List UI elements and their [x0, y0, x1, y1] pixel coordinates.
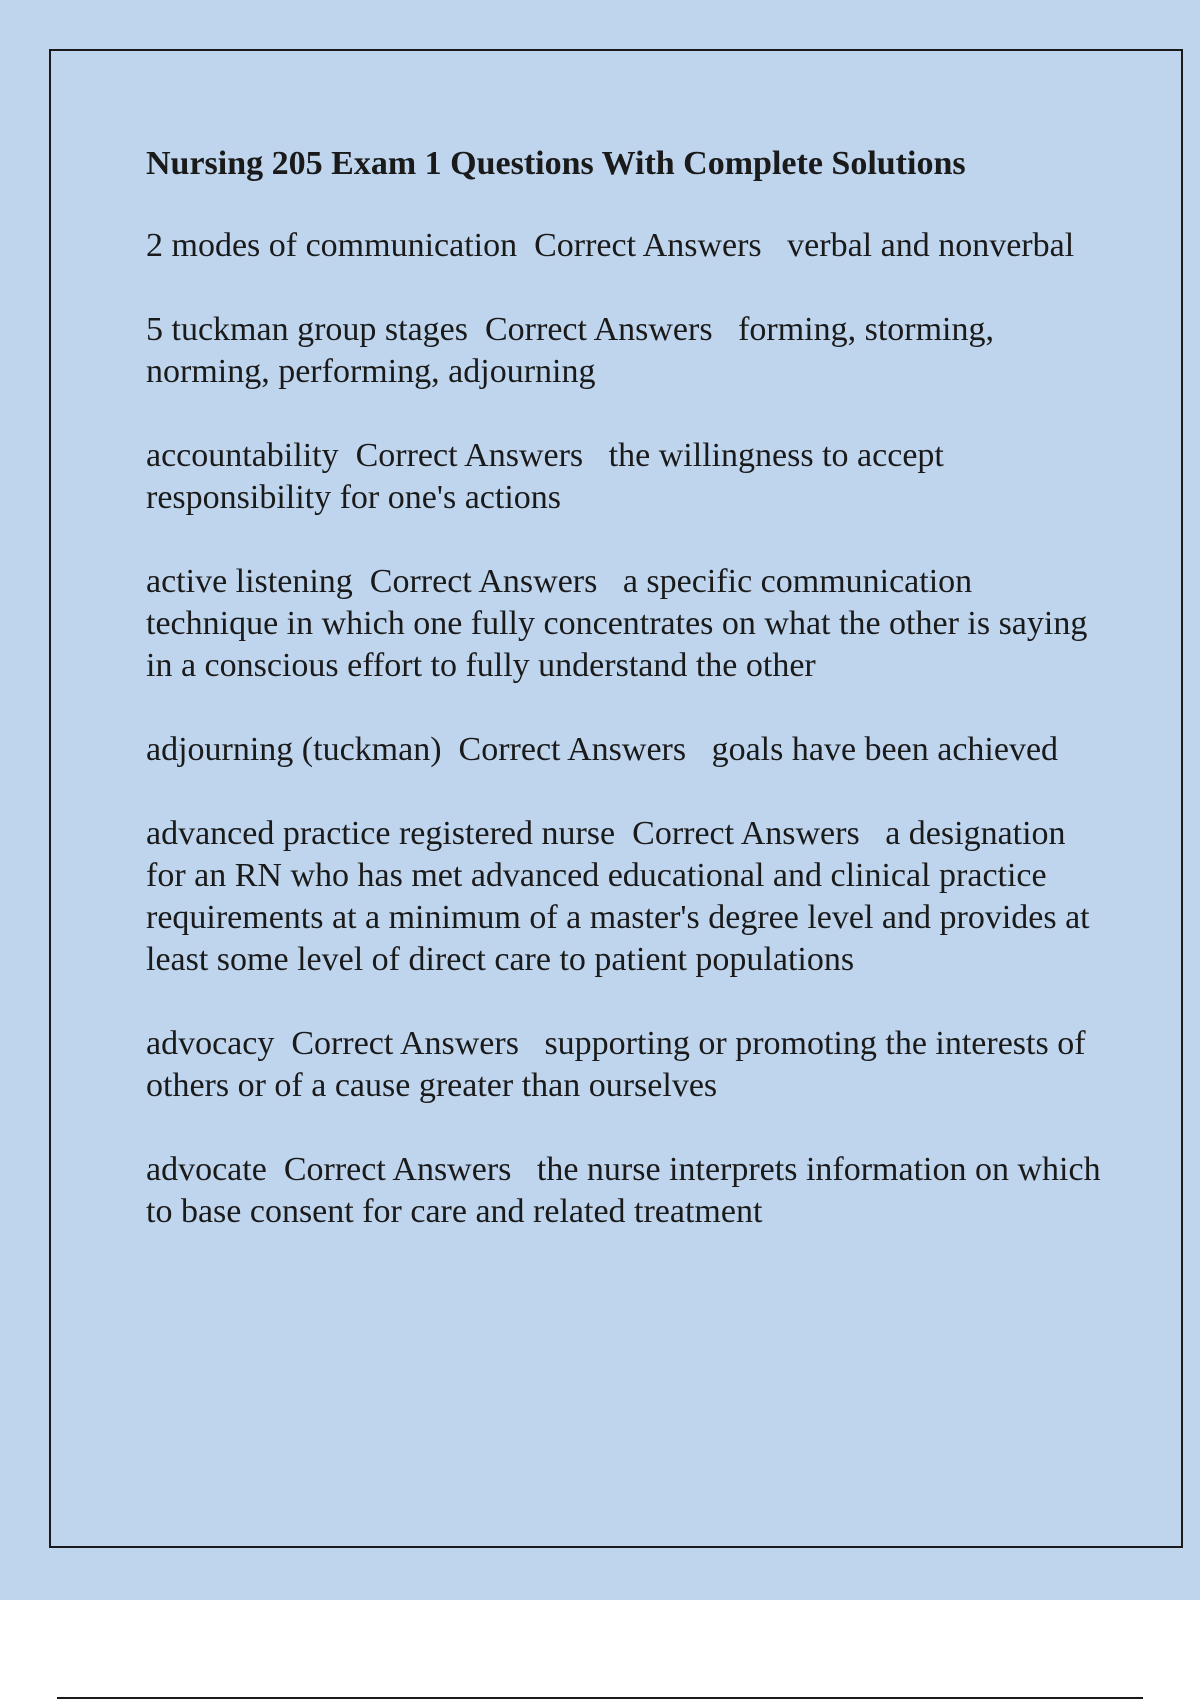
entry-term: advocacy — [146, 1025, 275, 1062]
entry-answer: verbal and nonverbal — [787, 227, 1075, 264]
entry-answer: the willingness to accept responsibility for one's actions — [146, 437, 944, 516]
qa-entry — [146, 309, 1106, 393]
entry-term: accountability — [146, 437, 339, 474]
entry-answer-label: Correct Answers — [632, 815, 860, 852]
document-content — [146, 143, 1106, 1275]
qa-entry — [146, 1149, 1106, 1233]
document-title: Nursing 205 Exam 1 Questions With Complete Solutions — [146, 145, 966, 182]
entry-answer-label: Correct Answers — [355, 437, 584, 474]
entry-answer-label: Correct Answers — [369, 563, 598, 600]
entry-answer: the nurse interprets information on which to base consent for care and related treatment — [146, 1151, 1101, 1230]
qa-entry — [146, 1023, 1106, 1107]
entry-answer-label: Correct Answers — [291, 1025, 519, 1062]
entry-answer: a specific communication technique in which one fully concentrates on what the other is saying in a conscious effort to fully understand the other — [146, 563, 1088, 684]
entry-term: adjourning (tuckman) — [146, 731, 442, 768]
entry-answer: supporting or promoting the interests of others or of a cause greater than ourselves — [146, 1025, 1086, 1104]
entry-answer: goals have been achieved — [711, 731, 1059, 768]
entry-answer: forming, storming, norming, performing, adjourning — [146, 311, 994, 390]
entry-term: 5 tuckman group stages — [146, 311, 468, 348]
entry-term: advocate — [146, 1151, 267, 1188]
entry-answer-label: Correct Answers — [283, 1151, 512, 1188]
entry-answer-label: Correct Answers — [485, 311, 713, 348]
qa-entry — [146, 729, 1106, 771]
entry-answer-label: Correct Answers — [458, 731, 687, 768]
qa-entry — [146, 813, 1106, 981]
qa-entry — [146, 435, 1106, 519]
entry-term: advanced practice registered nurse — [146, 815, 616, 852]
entry-answer-label: Correct Answers — [534, 227, 762, 264]
entry-term: 2 modes of communication — [146, 227, 518, 264]
qa-entry — [146, 225, 1106, 267]
qa-entry — [146, 561, 1106, 687]
entry-answer: a designation for an RN who has met advanced educational and clinical practice requirements at a minimum of a master's degree level and provides at least some level of direct care to patient populations — [146, 815, 1090, 978]
footer-rule — [57, 1697, 1143, 1699]
entry-term: active listening — [146, 563, 353, 600]
